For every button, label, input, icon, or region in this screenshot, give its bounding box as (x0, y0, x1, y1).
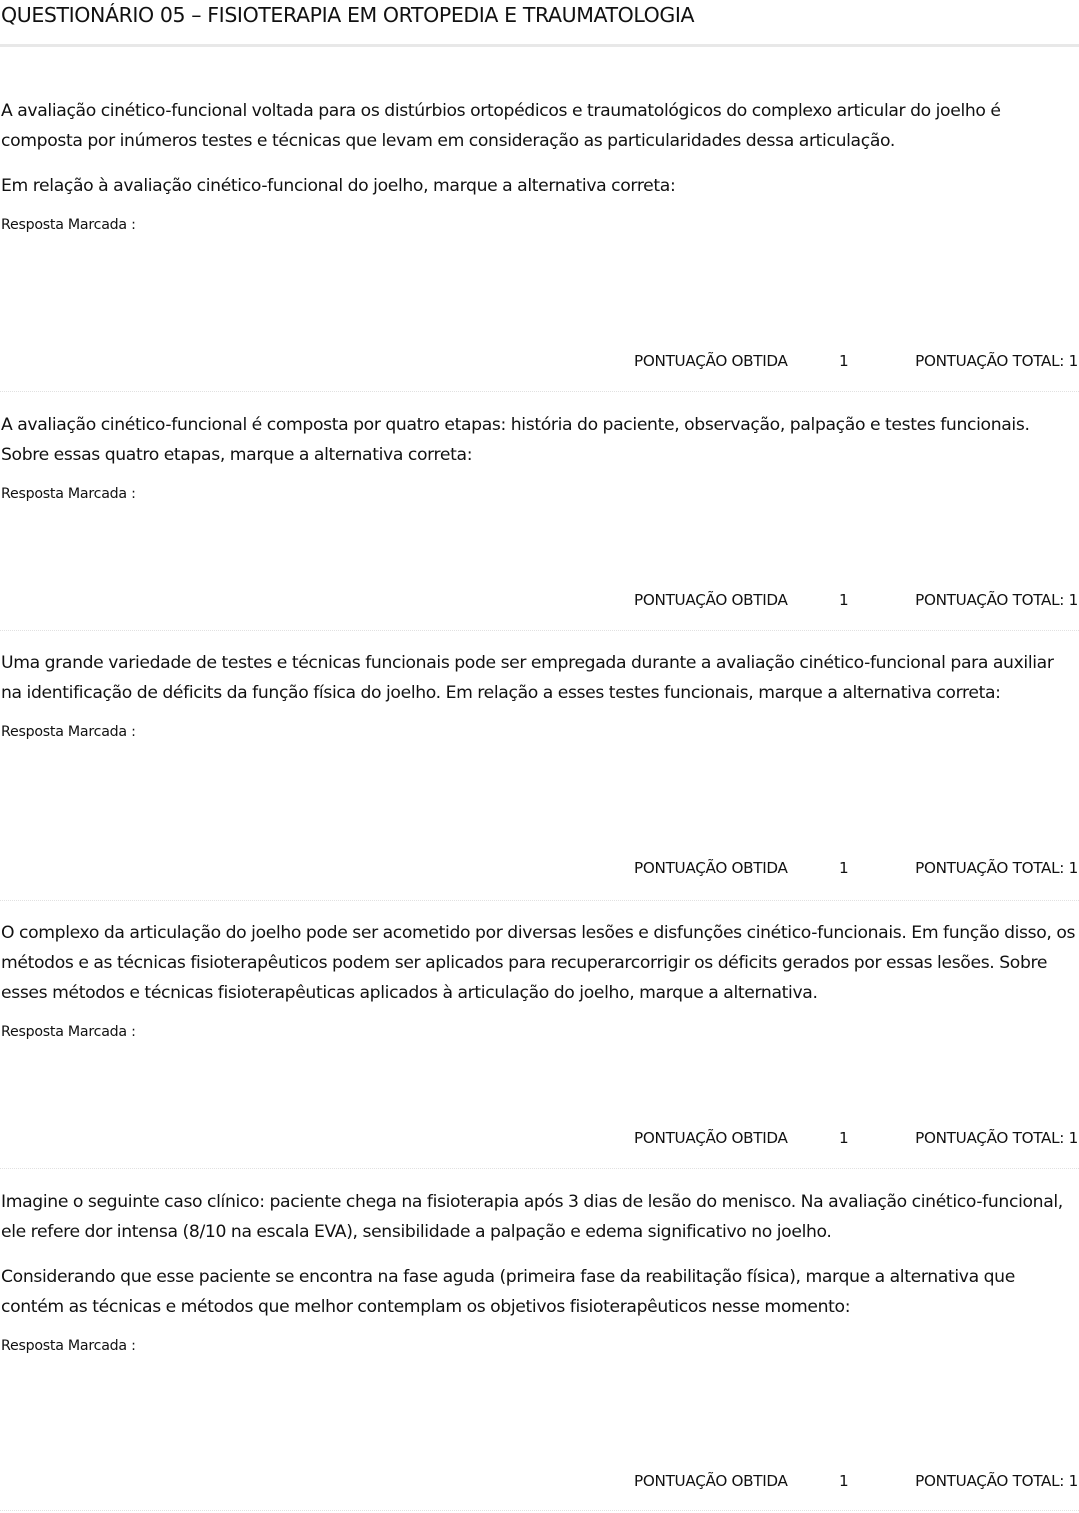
title-divider (0, 44, 1079, 47)
score-total: PONTUAÇÃO TOTAL: 1 (915, 1129, 1078, 1147)
score-obtained-value: 1 (839, 352, 849, 370)
question-5-text: Imagine o seguinte caso clínico: paciente chega na fisioterapia após 3 dias de lesão do menisco. Na avaliação cinético-funcional, ele refere dor intensa (8/10 na escala EVA), sensibilidade a palpação e edema significativo no joelho. (1, 1192, 1063, 1242)
question-separator (0, 1510, 1079, 1511)
score-obtained-label: PONTUAÇÃO OBTIDA (634, 859, 788, 877)
question-3-score-row (0, 857, 1079, 879)
question-5 (0, 1187, 1079, 1356)
page-title: QUESTIONÁRIO 05 – FISIOTERAPIA EM ORTOPEDIA E TRAUMATOLOGIA (1, 3, 695, 27)
question-2-score-row (0, 589, 1079, 611)
question-separator (0, 630, 1079, 631)
score-total: PONTUAÇÃO TOTAL: 1 (915, 859, 1078, 877)
score-total: PONTUAÇÃO TOTAL: 1 (915, 591, 1078, 609)
question-5-answer-label: Resposta Marcada : (1, 1338, 136, 1354)
score-obtained-value: 1 (839, 1472, 849, 1490)
question-3-answer-label: Resposta Marcada : (1, 724, 136, 740)
question-separator (0, 391, 1079, 392)
score-obtained-value: 1 (839, 1129, 849, 1147)
question-3-text: Uma grande variedade de testes e técnicas funcionais pode ser empregada durante a avaliação cinético-funcional para auxiliar na identificação de déficits da função física do joelho. Em relação a esses testes funcionais, marque a alternativa correta: (1, 653, 1054, 703)
score-obtained-label: PONTUAÇÃO OBTIDA (634, 1129, 788, 1147)
question-1-prompt: Em relação à avaliação cinético-funcional do joelho, marque a alternativa correta: (1, 176, 676, 196)
question-2-answer-label: Resposta Marcada : (1, 486, 136, 502)
question-5-prompt: Considerando que esse paciente se encontra na fase aguda (primeira fase da reabilitação física), marque a alternativa que contém as técnicas e métodos que melhor contemplam os objetivos fisioterapêuticos nesse momento: (1, 1267, 1015, 1317)
question-4-score-row (0, 1127, 1079, 1149)
question-separator (0, 900, 1079, 901)
score-total: PONTUAÇÃO TOTAL: 1 (915, 1472, 1078, 1490)
score-obtained-label: PONTUAÇÃO OBTIDA (634, 591, 788, 609)
question-2-text: A avaliação cinético-funcional é composta por quatro etapas: história do paciente, observação, palpação e testes funcionais. Sobre essas quatro etapas, marque a alternativa correta: (1, 415, 1030, 465)
score-obtained-label: PONTUAÇÃO OBTIDA (634, 352, 788, 370)
question-3 (0, 648, 1079, 742)
question-separator (0, 1168, 1079, 1169)
question-1-answer-label: Resposta Marcada : (1, 217, 136, 233)
score-obtained-value: 1 (839, 859, 849, 877)
question-2 (0, 410, 1079, 504)
question-1-score-row (0, 350, 1079, 372)
question-1 (0, 96, 1079, 235)
score-total: PONTUAÇÃO TOTAL: 1 (915, 352, 1078, 370)
question-4-text: O complexo da articulação do joelho pode ser acometido por diversas lesões e disfunções cinético-funcionais. Em função disso, os métodos e as técnicas fisioterapêuticos podem ser aplicados para recuperarcorrigir os déficits gerados por essas lesões. Sobre esses métodos e técnicas fisioterapêuticas aplicados à articulação do joelho, marque a alternativa. (1, 923, 1076, 1003)
score-obtained-value: 1 (839, 591, 849, 609)
score-obtained-label: PONTUAÇÃO OBTIDA (634, 1472, 788, 1490)
question-1-text: A avaliação cinético-funcional voltada para os distúrbios ortopédicos e traumatológicos do complexo articular do joelho é composta por inúmeros testes e técnicas que levam em consideração as particularidades dessa articulação. (1, 101, 1001, 151)
question-4 (0, 918, 1079, 1042)
question-4-answer-label: Resposta Marcada : (1, 1024, 136, 1040)
question-5-score-row (0, 1470, 1079, 1492)
